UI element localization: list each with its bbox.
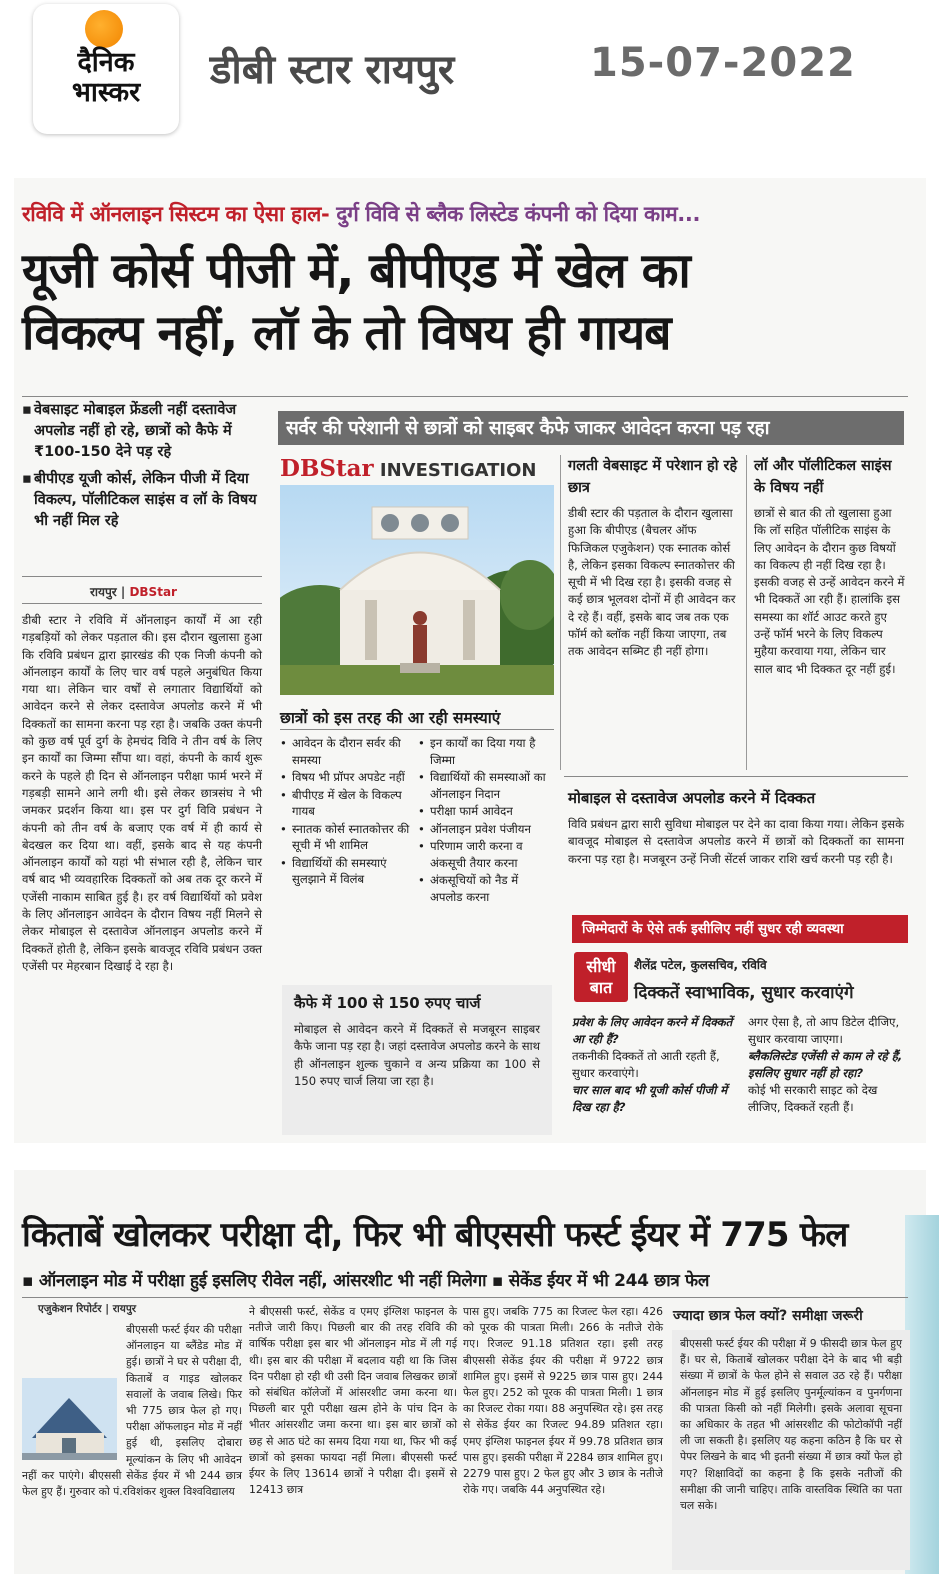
- list-item: • स्नातक कोर्स स्नातकोत्तर की सूची में भी शामिल: [280, 821, 410, 854]
- column-divider: [560, 455, 561, 770]
- seedhi-baat-badge: सीधी बात: [574, 952, 628, 1002]
- question: प्रवेश के लिए आवेदन करने में दिक्कतें आ रही हैं?: [572, 1015, 733, 1046]
- divider: [22, 576, 262, 577]
- list-item: • ऑनलाइन प्रवेश पंजीयन: [418, 821, 548, 838]
- story1-banner: सर्वर की परेशानी से छात्रों को साइबर कैफे जाकर आवेदन करना पड़ रहा: [278, 411, 904, 445]
- university-building-photo: [280, 485, 554, 695]
- list-item: • विषय भी प्रॉपर अपडेट नहीं: [280, 769, 410, 786]
- side-story-subjects: [754, 455, 906, 678]
- side-body: छात्रों से बात की तो खुलासा हुआ कि लॉ सहित पॉलीटिक साइंस के लिए आवेदन के दौरान कुछ विषयों का विकल्प ही नहीं दिख रहा है। इसकी वजह से उन्हें आवेदन करने में भी दिक्कतें आ रही हैं। हालांकि इस समस्या का शॉर्ट आउट करते हुए उन्हें फॉर्म भरने के लिए विकल्प मुहैया करवाया गया, लेकिन चार साल बाद भी दिक्कत दूर नहीं हुई।: [754, 506, 905, 676]
- official-name: शैलेंद्र पटेल, कुलसचिव, रविवि: [634, 958, 767, 972]
- sun-logo-icon: [85, 10, 123, 48]
- investigation-label: DBStar INVESTIGATION: [280, 455, 537, 482]
- list-item: • आवेदन के दौरान सर्वर की समस्या: [280, 735, 410, 768]
- story2-column-2: ने बीएससी फर्स्ट, सेकेंड व एमए इंग्लिश फाइनल के नतीजे जारी किए। पिछली बार की तरह रविवि की वार्षिक परीक्षा इस बार भी ऑनलाइन मोड में ली गई थी। इस बार की परीक्षा में बदलाव यही था कि जिस दिन परीक्षा हो रही थी उसी दिन जवाब लिखकर छात्रों को संबंधित कॉलेजों में आंसरशीट जमा करना था। पिछली बार पूरी परीक्षा खत्म होने के पांच दिन के भीतर आंसरशीट जमा करना था। इस बार छात्रों को छह से आठ घंटे का समय दिया गया था, फिर भी कई छात्रों को इसका फायदा नहीं मिला। बीएससी फर्स्ट ईयर के लिए 13614 छात्रों ने परीक्षा दी। इसमें से 12413 छात्र: [249, 1305, 457, 1497]
- divider: [280, 729, 554, 730]
- qa-column-left: [572, 1014, 734, 1116]
- why-fail-body: बीएससी फर्स्ट ईयर की परीक्षा में 9 फीसदी छात्र फेल हुए हैं। घर से, किताबें खोलकर परीक्षा देने के बाद भी बड़ी संख्या में छात्रों के फेल होने से सवाल उठ रहे हैं। परीक्षा ऑनलाइन मोड में हुई इसलिए पुनर्मूल्यांकन व पुनर्गणना की पात्रता किसी को नहीं मिलेगी। इसके अलावा सूचना का अधिकार के तहत भी आंसरशीट की फोटोकॉपी नहीं ली जा सकती है। इसलिए यह कहना कठिन है कि घर से पेपर लिखने के बाद भी इतनी संख्या में छात्र क्यों फेल हो गए? शिक्षाविदों का कहना है कि इसके नतीजों की समीक्षा की जानी चाहिए। ताकि वास्तविक स्थिति का पता चल सके।: [680, 1337, 902, 1513]
- adjacent-clipping-edge: [905, 1215, 939, 1574]
- cafe-heading: कैफे में 100 से 150 रुपए चार्ज: [294, 994, 481, 1012]
- divider: [22, 396, 908, 397]
- problems-column-right: [418, 735, 548, 906]
- highlight-item: ▪ वेबसाइट मोबाइल फ्रेंडली नहीं दस्तावेज अपलोड नहीं हो रहे, छात्रों को कैफे में ₹100-150 देने पड़ रहे: [22, 400, 267, 463]
- divider: [22, 1297, 908, 1298]
- qa-column-right: [748, 1014, 910, 1116]
- edition-title: डीबी स्टार रायपुर: [210, 47, 455, 93]
- logo-wordmark: दैनिक भास्कर: [71, 47, 141, 108]
- side-body: डीबी स्टार की पड़ताल के दौरान खुलासा हुआ कि बीपीएड (बैचलर ऑफ फिजिकल एजुकेशन) एक स्नातक कोर्स है, लेकिन इसका विकल्प स्नातकोत्तर की सूची में भी दिख रहा है। इसकी वजह से कई छात्र भूलवश दोनों में ही आवेदन कर दे रहे हैं। वहीं, इसके बाद जब तक एक फॉर्म को ब्लॉक नहीं किया जाएगा, तब तक आवेदन सब्मिट ही नहीं होगा।: [568, 506, 736, 659]
- highlight-item: ▪ बीपीएड यूजी कोर्स, लेकिन पीजी में दिया विकल्प, पॉलीटिकल साइंस व लॉ के विषय भी नहीं मिल रहे: [22, 469, 267, 532]
- list-item: • अंकसूचियों को नैड में अपलोड करना: [418, 872, 548, 905]
- side-heading: लॉ और पॉलीटिकल साइंस के विषय नहीं: [754, 458, 892, 496]
- problems-list: [280, 735, 554, 975]
- list-item: • परिणाम जारी करना व अंकसूची तैयार करना: [418, 838, 548, 871]
- question: ब्लैकलिस्टेड एजेंसी से काम ले रहे हैं, इसलिए सुधार नहीं हो रहा?: [748, 1049, 903, 1080]
- story2-column-3: पास हुए। जबकि 775 का रिजल्ट फेल रहा। 426 को पूरक की पात्रता मिली। 266 के नतीजे रोके गए। रिजल्ट 91.18 प्रतिशत रहा। इसी तरह बीएससी सेकेंड ईयर की परीक्षा में 9722 छात्र शामिल हुए। इसमें से 9225 छात्र पास हुए। 244 फेल हुए। 252 को पूरक की पात्रता मिली। 1 छात्र का रिजल्ट रोका गया। 88 अनुपस्थित रहे। इस तरह से सेकेंड ईयर का रिजल्ट 94.89 प्रतिशत रहा। एमए इंग्लिश फाइनल ईयर में 99.78 प्रतिशत छात्र पास हुए। इसकी परीक्षा में 2284 छात्र शामिल हुए। 2279 पास हुए। 2 फेल हुए और 3 छात्र के नतीजे रोके गए। जबकि 44 अनुपस्थित रहे।: [463, 1305, 663, 1497]
- story2-subhead: ▪ ऑनलाइन मोड में परीक्षा हुई इसलिए रीवेल नहीं, आंसरशीट भी नहीं मिलेगा ▪ सेकेंड ईयर में भी 244 छात्र फेल: [22, 1271, 710, 1291]
- cafe-body: मोबाइल से आवेदन करने में दिक्कतें से मजबूरन साइबर कैफे जाना पड़ रहा है। जहां दस्तावेज अपलोड करने के साथ ही ऑनलाइन शुल्क चुकाने व अन्य प्रक्रिया का 100 से 150 रुपए चार्ज लिया जा रहा है।: [294, 1022, 540, 1088]
- masthead: [0, 0, 939, 150]
- story1-highlights: [22, 400, 267, 538]
- edition-date: 15-07-2022: [590, 40, 856, 86]
- problems-heading: छात्रों को इस तरह की आ रही समस्याएं: [280, 709, 501, 727]
- column-divider: [746, 455, 747, 770]
- cafe-charge-box: [282, 985, 552, 1135]
- problems-column-left: [280, 735, 410, 889]
- list-item: • इन कार्यों का दिया गया है जिम्मा: [418, 735, 548, 768]
- answer: कोई भी सरकारी साइट को देख लीजिए, दिक्कतें रहती हैं।: [748, 1083, 878, 1114]
- divider: [22, 603, 262, 604]
- university-gate-photo: [22, 1378, 117, 1460]
- side-heading: गलती वेबसाइट में परेशान हो रहे छात्र: [568, 458, 738, 496]
- list-item: • परीक्षा फार्म आवेदन: [418, 803, 548, 820]
- story1-byline: रायपुर | DBStar: [90, 585, 177, 599]
- why-fail-box: [672, 1330, 910, 1570]
- answer: अगर ऐसा है, तो आप डिटेल दीजिए, सुधार करवाया जाएगा।: [748, 1015, 900, 1046]
- story1-kicker: [22, 200, 700, 228]
- gate-illustration: [22, 1378, 117, 1460]
- mobile-body: विवि प्रबंधन द्वारा सारी सुविधा मोबाइल पर देने का दावा किया गया। लेकिन इसके बावजूद मोबाइल से दस्तावेज अपलोड करने में छात्रों को दिक्कतों का सामना करना पड़ रहा है। मजबूरन उन्हें निजी सेंटर्स जाकर राशि खर्च करनी पड़ रही है।: [568, 817, 904, 866]
- mobile-heading: मोबाइल से दस्तावेज अपलोड करने में दिक्कत: [568, 789, 816, 807]
- official-quote: दिक्कतें स्वाभाविक, सुधार करवाएंगे: [634, 983, 854, 1003]
- why-fail-heading: ज्यादा छात्र फेल क्यों? समीक्षा जरूरी: [673, 1308, 863, 1324]
- mobile-upload-box: [564, 780, 908, 876]
- kicker-purple: दुर्ग विवि से ब्लैक लिस्टेड कंपनी को दिया काम...: [329, 202, 701, 226]
- question: चार साल बाद भी यूजी कोर्स पीजी में दिख रहा है?: [572, 1083, 728, 1114]
- story1-headline: यूजी कोर्स पीजी में, बीपीएड में खेल का विकल्प नहीं, लॉ के तो विषय ही गायब: [22, 243, 690, 361]
- side-story-website: [568, 455, 738, 661]
- kicker-red: रविवि में ऑनलाइन सिस्टम का ऐसा हाल-: [22, 202, 330, 226]
- story2-headline: किताबें खोलकर परीक्षा दी, फिर भी बीएससी फर्स्ट ईयर में 775 फेल: [22, 1215, 848, 1255]
- building-illustration: [280, 485, 554, 695]
- responsible-banner: जिम्मेदारों के ऐसे तर्क इसीलिए नहीं सुधर रही व्यवस्था: [572, 915, 908, 943]
- story2-byline: एजुकेशन रिपोर्टर | रायपुर: [38, 1303, 137, 1315]
- answer: तकनीकी दिक्कतें तो आती रहती हैं, सुधार करवाएंगे।: [572, 1049, 720, 1080]
- list-item: • बीपीएड में खेल के विकल्प गायब: [280, 787, 410, 820]
- list-item: • विद्यार्थियों की समस्याएं सुलझाने में विलंब: [280, 855, 410, 888]
- dainik-bhaskar-logo: [33, 4, 179, 134]
- list-item: • विद्यार्थियों की समस्याओं का ऑनलाइन निदान: [418, 769, 548, 802]
- story2-column-1: बीएससी फर्स्ट ईयर की परीक्षा ऑनलाइन या ब्लैंडेड मोड में हुई। छात्रों ने घर से परीक्षा दी, किताबें व गाइड खोलकर सवालों के जवाब लिखे। फिर भी 775 छात्र फेल हो गए। परीक्षा ऑफलाइन मोड में नहीं हुई थी, इसलिए दोबारा मूल्यांकन के लिए भी आवेदन नहीं कर पाएंगे। बीएससी सेकेंड ईयर में भी 244 छात्र फेल हुए हैं। गुरुवार को पं.रविशंकर शुक्ल विश्वविद्यालय: [22, 1323, 242, 1499]
- story1-body: डीबी स्टार ने रविवि में ऑनलाइन कार्यों में आ रही गड़बड़ियों को लेकर पड़ताल की। इस दौरान खुलासा हुआ कि रविवि प्रबंधन द्वारा झारखंड की एक निजी कंपनी को ऑनलाइन कार्यों के लिए चार वर्ष पहले अनुबंधित किया गया था। लेकिन चार वर्षों से लगातार विद्यार्थियों को आवेदन करने से लेकर दस्तावेज अपलोड करने में भी दिक्कतों का सामना करना पड़ रहा है। जबकि उक्त कंपनी को कुछ वर्ष पूर्व दुर्ग के हेमचंद विवि ने तीन वर्ष के लिए इन कार्यों का जिम्मा सौंपा था। वहां, कंपनी के कार्य शुरू करने के पहले ही दिन से ऑनलाइन परीक्षा फार्म भरने में गड़बड़ी सामने आने लगी थी। इसे लेकर छात्रसंघ ने भी जमकर प्रदर्शन किया था। इस पर दुर्ग विवि प्रबंधन ने कंपनी को तीन वर्ष के बजाए एक वर्ष में ही कार्य से बेदखल कर दिया था। वहीं, इसके बाद से यह कंपनी ऑनलाइन कार्यों को यहां भी संभाल रही है, लेकिन चार वर्ष बाद भी व्यवहारिक दिक्कतों को अब तक दूर करने में एजेंसी नाकाम साबित हुई है। हर वर्ष विद्यार्थियों को प्रवेश के लिए ऑनलाइन आवेदन के दौरान विषय नहीं मिलने से लेकर मोबाइल से दस्तावेज ऑनलाइन अपलोड करने में दिक्कतें होती है, लेकिन इसके बावजूद रविवि प्रबंधन उक्त एजेंसी पर मेहरबान दिखाई दे रहा है।: [22, 613, 262, 973]
- divider: [564, 776, 908, 777]
